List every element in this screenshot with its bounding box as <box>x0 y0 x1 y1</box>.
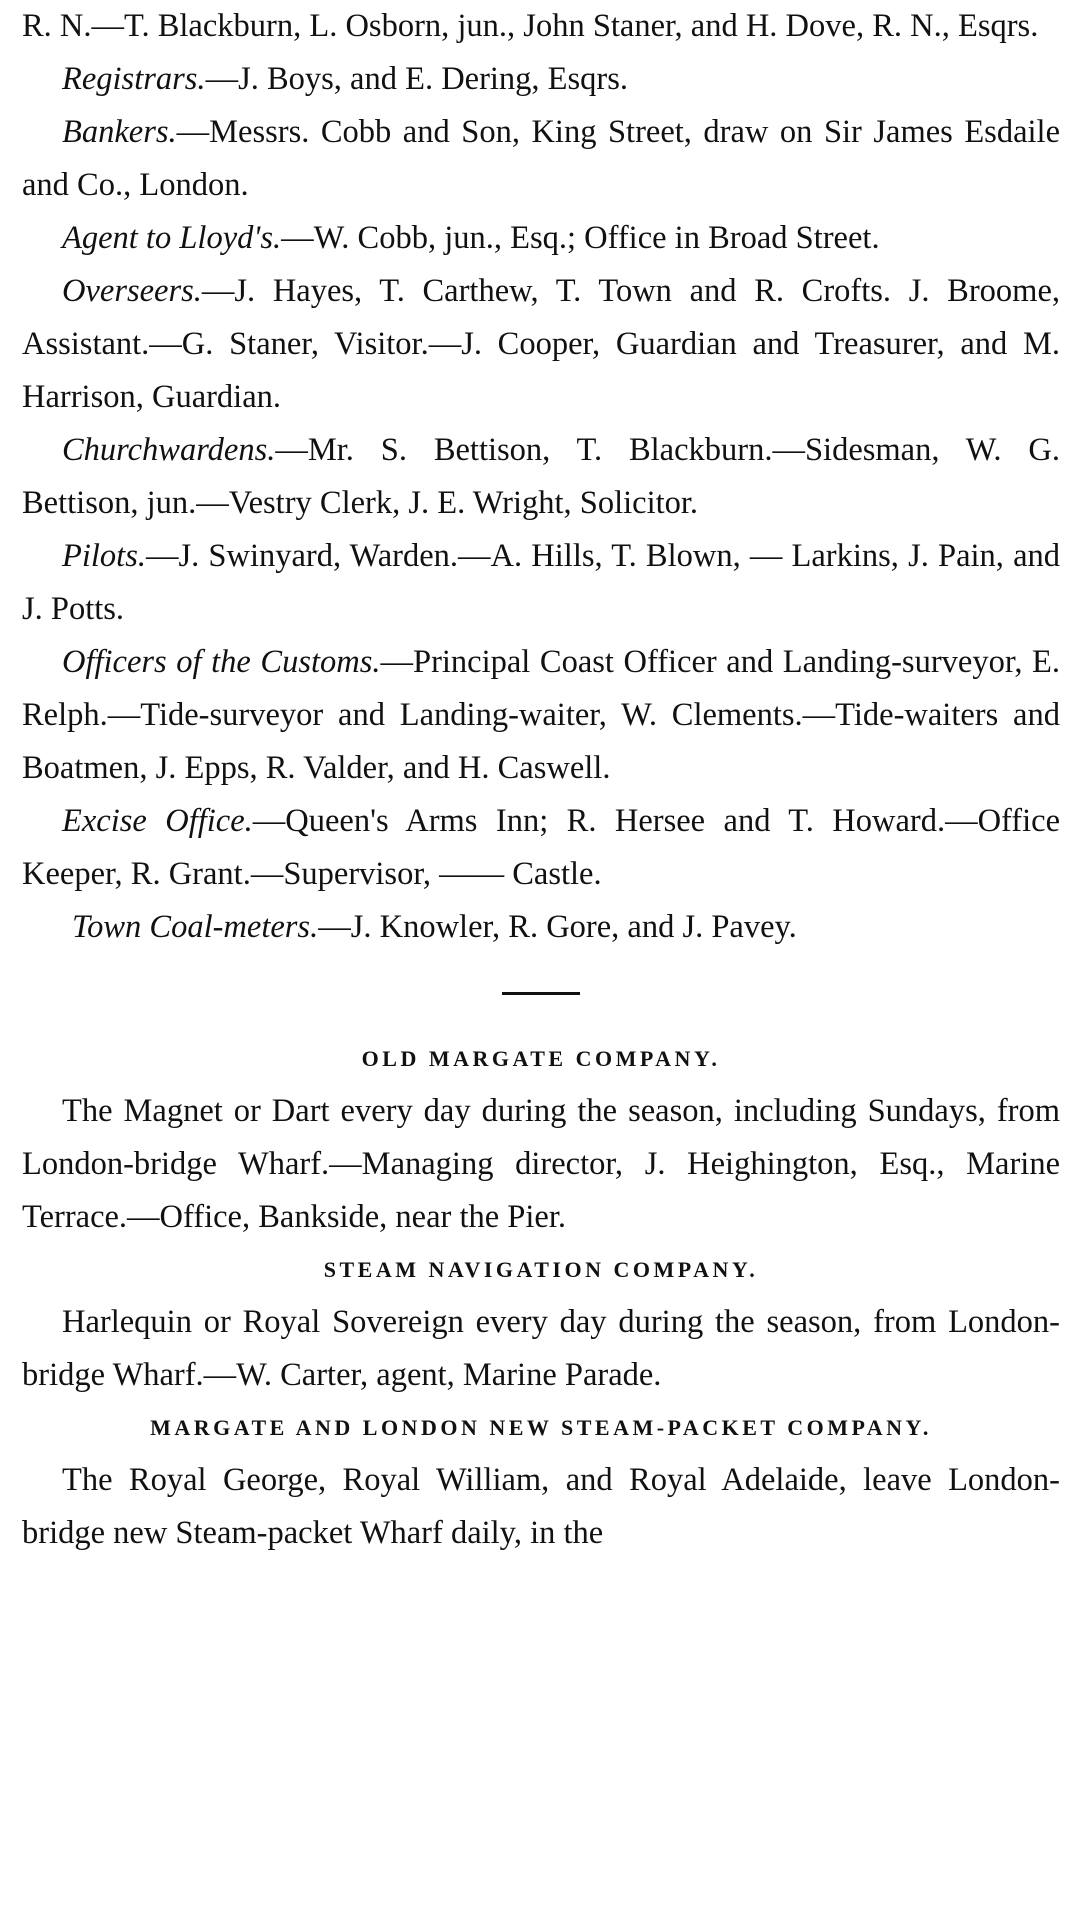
paragraph-overseers <box>22 265 1060 424</box>
paragraph-bankers <box>22 106 1060 212</box>
section-heading-old-margate: OLD MARGATE COMPANY. <box>361 1046 721 1071</box>
paragraph-text: —J. Hayes, T. Carthew, T. Town and R. Crofts. J. Broome, Assistant.—G. Staner, Visitor.—J. Cooper, Guardian and Treasurer, and M. Harrison, Guardian. <box>22 273 1060 415</box>
paragraph-text: —Messrs. Cobb and Son, King Street, draw on Sir James Esdaile and Co., London. <box>22 114 1060 203</box>
paragraph-pilots <box>22 530 1060 636</box>
paragraph-text: —J. Swinyard, Warden.—A. Hills, T. Blown, — Larkins, J. Pain, and J. Potts. <box>22 538 1060 627</box>
paragraph-text: —J. Boys, and E. Dering, Esqrs. <box>205 61 629 97</box>
paragraph-lead: Town Coal-meters. <box>72 909 319 945</box>
paragraph-lead: Churchwardens. <box>62 432 276 468</box>
paragraph-lead: Overseers. <box>62 273 202 309</box>
section-heading-steam-navigation: STEAM NAVIGATION COMPANY. <box>323 1257 759 1282</box>
paragraph-text: R. N.—T. Blackburn, L. Osborn, jun., John Staner, and H. Dove, R. N., Esqrs. <box>22 8 1039 44</box>
document-page <box>22 0 1060 1560</box>
paragraph-lead: Registrars. <box>62 61 206 97</box>
paragraph-text: —J. Knowler, R. Gore, and J. Pavey. <box>318 909 797 945</box>
section-heading-new-steam-packet: MARGATE AND LONDON NEW STEAM-PACKET COMPANY. <box>150 1415 932 1440</box>
paragraph-steam-navigation: Harlequin or Royal Sovereign every day during the season, from London-bridge Wharf.—W. Carter, agent, Marine Parade. <box>22 1304 1060 1393</box>
paragraph-officers-rn <box>22 0 1060 53</box>
paragraph-lead: Bankers. <box>62 114 177 150</box>
paragraph-text: —Queen's Arms Inn; R. Hersee and T. Howard.—Office Keeper, R. Grant.—Supervisor, —— Castle. <box>22 803 1060 892</box>
paragraph-new-steam-packet: The Royal George, Royal William, and Royal Adelaide, leave London-bridge new Steam-packet Wharf daily, in the <box>22 1462 1060 1551</box>
paragraph-coal-meters <box>22 901 1060 954</box>
paragraph-old-margate: The Magnet or Dart every day during the season, including Sundays, from London-bridge Wharf.—Managing director, J. Heighington, Esq., Marine Terrace.—Office, Bankside, near the Pier. <box>22 1093 1060 1235</box>
paragraph-agent-lloyds <box>22 212 1060 265</box>
paragraph-text: —Mr. S. Bettison, T. Blackburn.—Sidesman, W. G. Bettison, jun.—Vestry Clerk, J. E. Wright, Solicitor. <box>22 432 1060 521</box>
paragraph-lead: Agent to Lloyd's. <box>62 220 282 256</box>
section-divider <box>502 992 580 995</box>
paragraph-excise <box>22 795 1060 901</box>
paragraph-text: —Principal Coast Officer and Landing-surveyor, E. Relph.—Tide-surveyor and Landing-waiter, W. Clements.—Tide-waiters and Boatmen, J. Epps, R. Valder, and H. Caswell. <box>22 644 1061 786</box>
paragraph-lead: Officers of the Customs. <box>62 644 381 680</box>
paragraph-lead: Excise Office. <box>62 803 253 839</box>
paragraph-lead: Pilots. <box>62 538 146 574</box>
paragraph-registrars <box>22 53 1060 106</box>
paragraph-customs <box>22 636 1060 795</box>
paragraph-text: —W. Cobb, jun., Esq.; Office in Broad Street. <box>281 220 880 256</box>
paragraph-churchwardens <box>22 424 1060 530</box>
